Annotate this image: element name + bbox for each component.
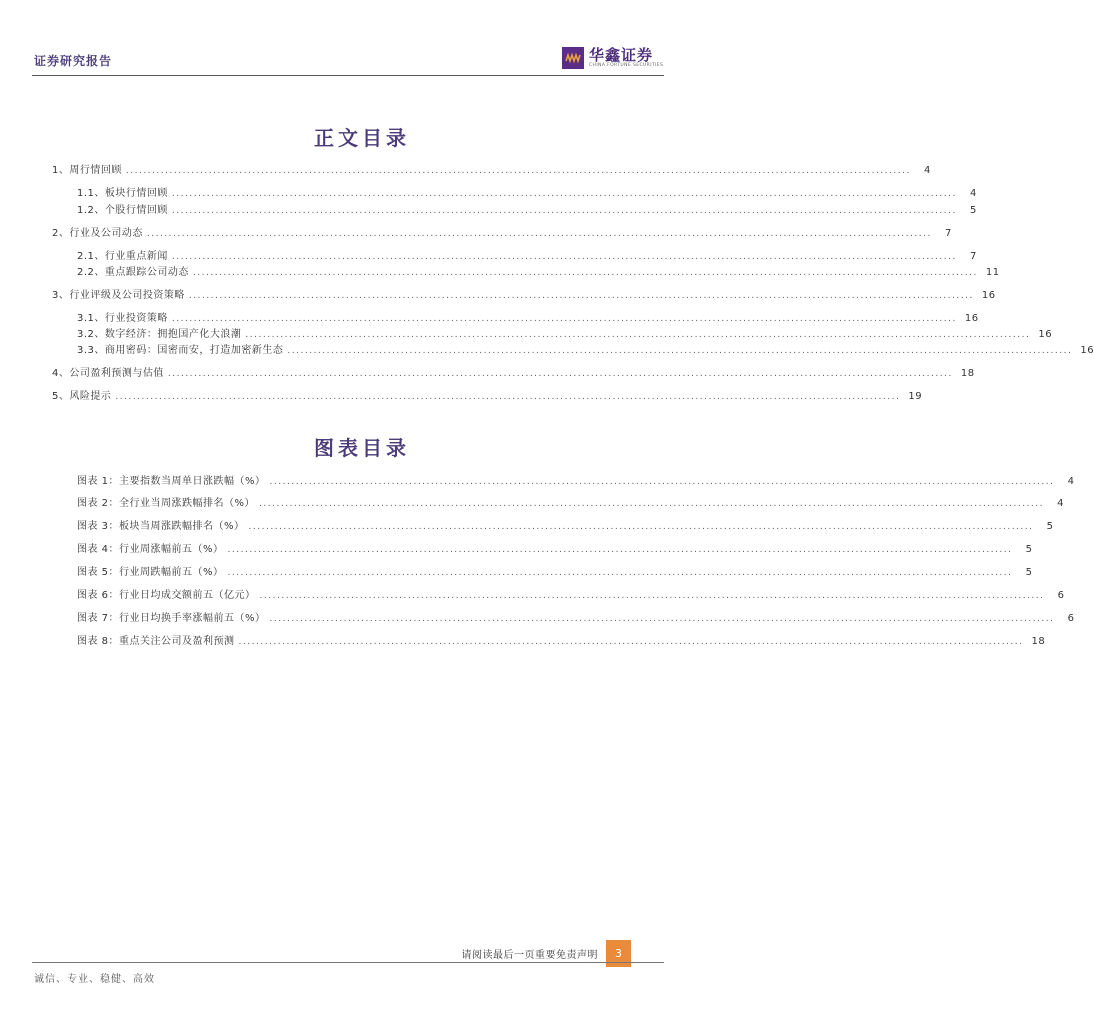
toc-entry-page: 16 — [1038, 329, 1053, 340]
toc-entry-number: 4、 — [52, 368, 70, 379]
toc-entry-page: 4 — [969, 188, 977, 199]
toc-entry-label: 板块行情回顾 — [104, 188, 168, 199]
dot-leader: .................................................................................................................................................................................... — [238, 637, 1024, 647]
figure-entry-label: 图表 4：行业周涨幅前五（%） — [77, 544, 224, 555]
report-type-label: 证券研究报告 — [34, 54, 113, 68]
page-number: 3 — [615, 947, 622, 960]
figure-entry-page: 6 — [1057, 590, 1065, 601]
dot-leader: .................................................................................................................................................................................... — [227, 568, 1013, 578]
company-logo — [562, 47, 663, 69]
toc-entry-page: 16 — [981, 290, 996, 301]
toc-entry-label: 行业投资策略 — [104, 313, 168, 324]
figure-entry-page: 18 — [1031, 636, 1046, 647]
toc-entry-number: 2.1、 — [77, 251, 105, 262]
figure-entry[interactable] — [77, 632, 1046, 647]
figure-entry-page: 5 — [1025, 567, 1033, 578]
toc-entry[interactable] — [77, 201, 977, 216]
footer-divider — [32, 962, 664, 963]
dot-leader: .................................................................................................................................................................................... — [167, 369, 953, 379]
figure-entry[interactable] — [77, 586, 1065, 601]
dot-leader: .................................................................................................................................................................................... — [269, 614, 1055, 624]
company-motto: 诚信、专业、稳健、高效 — [34, 974, 155, 985]
toc-entry-page: 11 — [985, 267, 1000, 278]
toc-entry-label: 公司盈利预测与估值 — [69, 368, 164, 379]
toc-entry-label: 数字经济：拥抱国产化大浪潮 — [104, 329, 242, 340]
toc-entry[interactable] — [52, 161, 931, 176]
toc-entry[interactable] — [77, 184, 977, 199]
disclaimer-notice: 请阅读最后一页重要免责声明 — [461, 950, 598, 961]
figure-entry-label: 图表 1：主要指数当周单日涨跌幅（%） — [77, 476, 266, 487]
figure-entry-label: 图表 3：板块当周涨跌幅排名（%） — [77, 521, 245, 532]
toc-entry[interactable] — [77, 309, 979, 324]
dot-leader: .................................................................................................................................................................................... — [259, 499, 1044, 509]
dot-leader: .................................................................................................................................................................................... — [245, 330, 1031, 340]
figure-entry[interactable] — [77, 563, 1033, 578]
dot-leader: .................................................................................................................................................................................... — [171, 252, 957, 262]
logo-mark-icon — [562, 47, 584, 69]
toc-entry-number: 3.2、 — [77, 329, 105, 340]
toc-entry-page: 7 — [944, 228, 952, 239]
dot-leader: .................................................................................................................................................................................... — [171, 314, 957, 324]
dot-leader: .................................................................................................................................................................................... — [259, 591, 1045, 601]
toc-entry-label: 行业重点新闻 — [104, 251, 168, 262]
toc-entry-number: 3.1、 — [77, 313, 105, 324]
dot-leader: .................................................................................................................................................................................... — [227, 545, 1013, 555]
dot-leader: .................................................................................................................................................................................... — [192, 268, 978, 278]
toc-entry[interactable] — [52, 364, 975, 379]
toc-entry[interactable] — [77, 263, 1000, 278]
toc-entry-page: 7 — [969, 251, 977, 262]
figure-entry[interactable] — [77, 494, 1064, 509]
toc-title: 正文目录 — [314, 126, 410, 150]
toc-entry-number: 1、 — [52, 165, 70, 176]
toc-entry-number: 2.2、 — [77, 267, 105, 278]
dot-leader: .................................................................................................................................................................................... — [171, 189, 957, 199]
toc-entry-number: 3.3、 — [77, 345, 105, 356]
figure-entry-label: 图表 7：行业日均换手率涨幅前五（%） — [77, 613, 266, 624]
toc-entry-label: 个股行情回顾 — [104, 205, 168, 216]
figure-entry-page: 4 — [1067, 476, 1075, 487]
figure-entry-label: 图表 6：行业日均成交额前五（亿元） — [77, 590, 256, 601]
toc-entry-page: 5 — [969, 205, 977, 216]
dot-leader: .................................................................................................................................................................................... — [269, 477, 1055, 487]
toc-entry[interactable] — [77, 247, 977, 262]
figure-entry-label: 图表 5：行业周跌幅前五（%） — [77, 567, 224, 578]
figure-index-title: 图表目录 — [314, 436, 410, 460]
toc-entry-label: 商用密码：国密而安，打造加密新生态 — [104, 345, 284, 356]
dot-leader: .................................................................................................................................................................................... — [125, 166, 911, 176]
figure-entry-page: 4 — [1057, 498, 1064, 509]
toc-entry-label: 周行情回顾 — [69, 165, 122, 176]
figure-entry[interactable] — [77, 472, 1075, 487]
figure-entry[interactable] — [77, 517, 1054, 532]
dot-leader: .................................................................................................................................................................................... — [287, 346, 1073, 356]
dot-leader: .................................................................................................................................................................................... — [146, 229, 932, 239]
dot-leader: .................................................................................................................................................................................... — [171, 206, 957, 216]
toc-entry-number: 2、 — [52, 228, 70, 239]
toc-entry[interactable] — [77, 325, 1053, 340]
dot-leader: .................................................................................................................................................................................... — [115, 392, 901, 402]
dot-leader: .................................................................................................................................................................................... — [188, 291, 974, 301]
toc-entry-number: 5、 — [52, 391, 70, 402]
figure-entry-label: 图表 2：全行业当周涨跌幅排名（%） — [77, 498, 256, 509]
toc-entry-page: 16 — [1080, 345, 1094, 356]
toc-entry[interactable] — [77, 341, 1094, 356]
figure-entry-label: 图表 8：重点关注公司及盈利预测 — [77, 636, 235, 647]
figure-entry[interactable] — [77, 609, 1075, 624]
toc-entry-label: 行业及公司动态 — [69, 228, 143, 239]
brand-name-en: CHINA FORTUNE SECURITIES — [589, 63, 664, 68]
toc-entry[interactable] — [52, 224, 952, 239]
header-divider — [32, 75, 664, 76]
toc-entry-label: 风险提示 — [69, 391, 112, 402]
toc-entry[interactable] — [52, 387, 923, 402]
toc-entry-page: 18 — [960, 368, 975, 379]
figure-entry[interactable] — [77, 540, 1033, 555]
toc-entry-page: 16 — [964, 313, 979, 324]
figure-entry-page: 5 — [1046, 521, 1054, 532]
toc-entry-label: 行业评级及公司投资策略 — [69, 290, 185, 301]
figure-entry-page: 6 — [1067, 613, 1075, 624]
toc-entry-number: 1.2、 — [77, 205, 105, 216]
toc-entry[interactable] — [52, 286, 996, 301]
brand-name-cn: 华鑫证券 — [589, 46, 654, 64]
toc-entry-number: 1.1、 — [77, 188, 105, 199]
toc-entry-number: 3、 — [52, 290, 70, 301]
toc-entry-page: 4 — [923, 165, 931, 176]
dot-leader: .................................................................................................................................................................................... — [248, 522, 1034, 532]
toc-entry-label: 重点跟踪公司动态 — [104, 267, 189, 278]
figure-entry-page: 5 — [1025, 544, 1033, 555]
toc-entry-page: 19 — [908, 391, 923, 402]
